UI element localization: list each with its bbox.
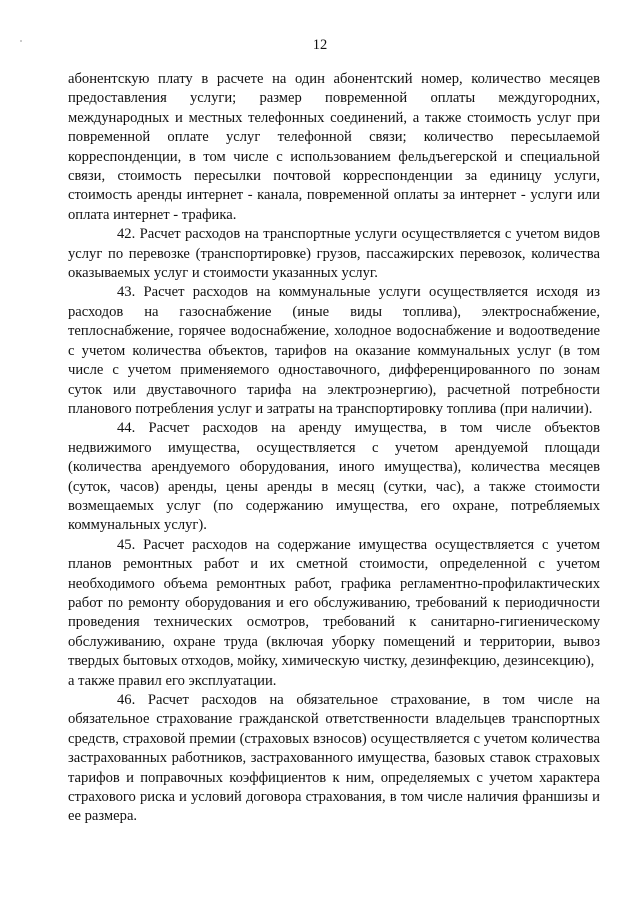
paragraph-43: 43. Расчет расходов на коммунальные услуги осуществляется исходя из расходов на газоснабжение (иные виды топлива), электроснабжение, теплоснабжение, горячее водоснабжение, холодное водоснабжение и водоотведение с учетом количества объектов, тарифов на оказание коммунальных услуг (в том числе с учетом применяемого одноставочного, дифференцированного по зонам суток или двуставочного тарифа на электроэнергию), расчетной потребности планового потребления услуг и затраты на транспортировку топлива (при наличии). <box>68 284 600 417</box>
paragraph-44: 44. Расчет расходов на аренду имущества, в том числе объектов недвижимого имущества, осуществляется с учетом арендуемой площади (количества арендуемого оборудования, иного имущества), количества месяцев (суток, часов) аренды, цены аренды в месяц (сутки, час), а также стоимости возмещаемых услуг (по содержанию имущества, его охране, потребляемых коммунальных услуг). <box>68 420 600 534</box>
paragraph-45: 45. Расчет расходов на содержание имущества осуществляется с учетом планов ремонтных работ и их сметной стоимости, определенной с учетом необходимого объема ремонтных работ, графика регламентно-профилактических работ по ремонту оборудования и его обслуживанию, требований к периодичности проведения технических осмотров, требований к санитарно-гигиеническому обслуживанию, охране труда (включая уборку помещений и территории, вывоз твердых бытовых отходов, мойку, химическую чистку, дезинфекцию, дезинсекцию), <box>68 536 600 670</box>
paragraph-45-tail: а также правил его эксплуатации. <box>68 672 277 689</box>
paragraph-41-continuation: абонентскую плату в расчете на один абонентский номер, количество месяцев предоставления услуги; размер повременной оплаты междугородних, международных и местных телефонных соединений, а также стоимость услуг при повременной оплате услуг телефонной связи; количество пересылаемой корреспонденции, в том числе с использованием фельдъегерской и специальной связи, стоимость пересылки почтовой корреспонденции за единицу услуги, стоимость аренды интернет - канала, повременной оплаты за интернет - услуги или оплата интернет - трафика. <box>68 71 600 223</box>
page-number: 12 <box>312 37 328 53</box>
paragraph-46: 46. Расчет расходов на обязательное страхование, в том числе на обязательное страхование гражданской ответственности владельцев транспортных средств, страховой премии (страховых взносов) осуществляется с учетом количества застрахованных работников, застрахованного имущества, базовых ставок страховых тарифов и поправочных коэффициентов к ним, определяемых с учетом характера страхового риска и условий договора страхования, в том числе наличия франшизы и ее размера. <box>68 692 600 825</box>
document-body <box>68 70 600 827</box>
paragraph-42: 42. Расчет расходов на транспортные услуги осуществляется с учетом видов услуг по перевозке (транспортировке) грузов, пассажирских перевозок, количества оказываемых услуг и стоимости указанных услуг. <box>68 226 600 282</box>
